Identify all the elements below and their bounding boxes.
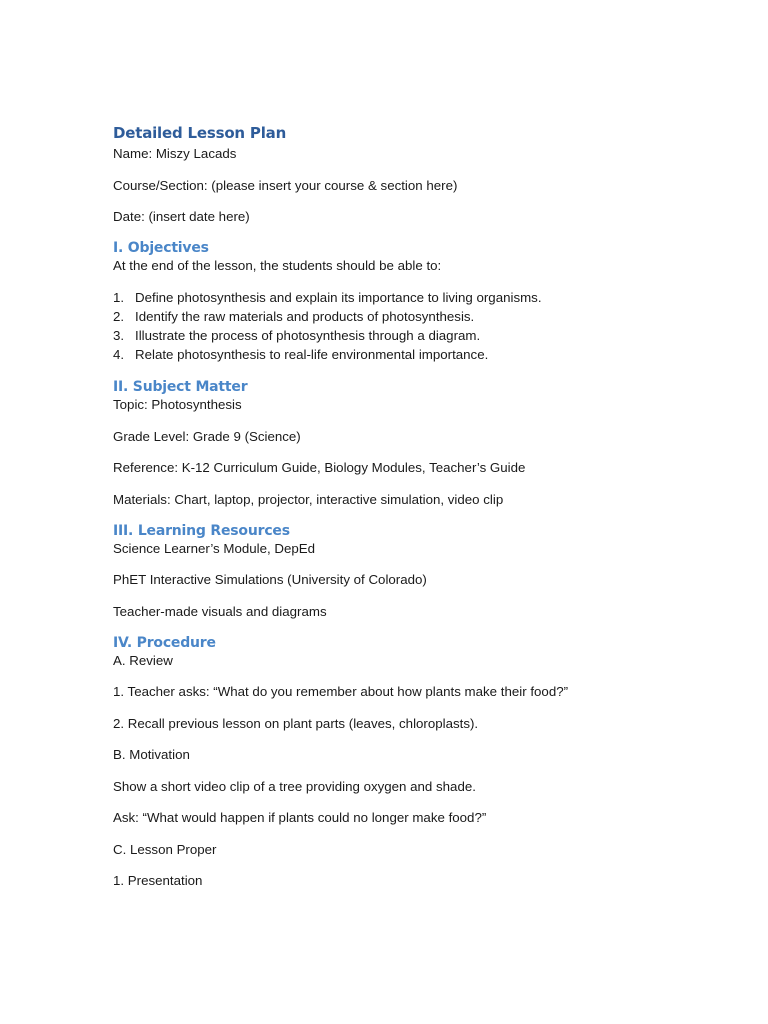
objective-number: 2. (113, 309, 125, 324)
resource-item: Teacher-made visuals and diagrams (113, 603, 327, 619)
grade-level-line: Grade Level: Grade 9 (Science) (113, 428, 301, 444)
resource-item: PhET Interactive Simulations (University of Colorado) (113, 572, 427, 587)
objective-item (113, 307, 713, 326)
learning-resources-heading: III. Learning Resources (113, 522, 290, 539)
procedure-line: Ask: “What would happen if plants could no longer make food?” (113, 810, 487, 825)
objective-text: Relate photosynthesis to real-life environmental importance. (135, 347, 489, 362)
procedure-subheading-review: A. Review (113, 652, 173, 668)
objective-text: Define photosynthesis and explain its importance to living organisms. (135, 290, 542, 305)
objective-text: Illustrate the process of photosynthesis through a diagram. (135, 328, 481, 343)
procedure-line: 2. Recall previous lesson on plant parts (leaves, chloroplasts). (113, 715, 479, 731)
procedure-line: Show a short video clip of a tree providing oxygen and shade. (113, 778, 476, 794)
subject-matter-heading: II. Subject Matter (113, 379, 248, 395)
reference-line: Reference: K-12 Curriculum Guide, Biology Modules, Teacher’s Guide (113, 460, 526, 475)
objective-item (113, 288, 713, 307)
objective-number: 3. (113, 328, 125, 343)
procedure-subheading-lesson-proper: C. Lesson Proper (113, 841, 217, 857)
document-title: Detailed Lesson Plan (113, 124, 287, 142)
objectives-list (113, 288, 713, 364)
objective-item (113, 326, 713, 345)
name-line: Name: Miszy Lacads (113, 146, 237, 161)
document-body (113, 122, 713, 889)
date-line: Date: (insert date here) (113, 209, 250, 224)
resource-item: Science Learner’s Module, DepEd (113, 540, 316, 556)
objective-number: 1. (113, 290, 125, 305)
course-section-line: Course/Section: (please insert your course & section here) (113, 177, 458, 193)
procedure-heading: IV. Procedure (113, 634, 216, 651)
objective-number: 4. (113, 347, 125, 362)
topic-line: Topic: Photosynthesis (113, 397, 242, 412)
objective-item (113, 345, 713, 364)
procedure-line: 1. Teacher asks: “What do you remember about how plants make their food?” (113, 684, 569, 699)
objective-text: Identify the raw materials and products of photosynthesis. (135, 309, 475, 324)
procedure-subheading-motivation: B. Motivation (113, 747, 190, 762)
objectives-intro: At the end of the lesson, the students should be able to: (113, 258, 442, 273)
materials-line: Materials: Chart, laptop, projector, interactive simulation, video clip (113, 491, 504, 507)
procedure-line: 1. Presentation (113, 873, 203, 888)
objectives-heading: I. Objectives (113, 240, 209, 256)
